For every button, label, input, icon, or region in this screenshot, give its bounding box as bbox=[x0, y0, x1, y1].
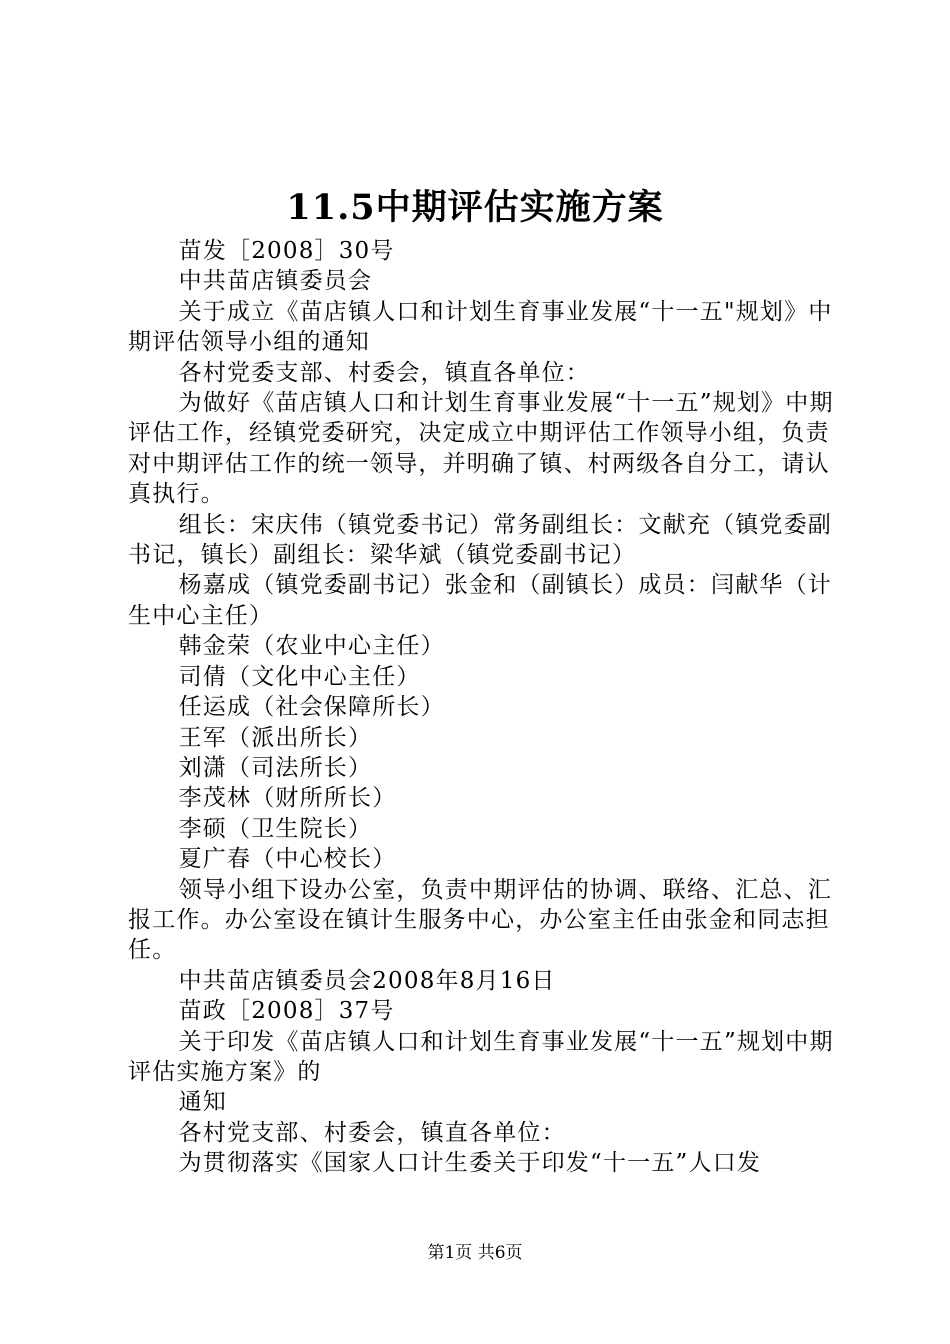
page-number: 第1页 共6页 bbox=[427, 1243, 523, 1263]
recipients-line: 各村党支部、村委会，镇直各单位： bbox=[178, 1119, 566, 1146]
recipients-line: 各村党委支部、村委会，镇直各单位： bbox=[178, 359, 590, 386]
body-paragraph: 为做好《苗店镇人口和计划生育事业发展“十一五”规划》中期评估工作，经镇党委研究，决定成立中期评估工作领导小组，负责对中期评估工作的统一领导，并明确了镇、村两级各自分工，请认真执行。 bbox=[128, 390, 834, 508]
notice-heading: 通知 bbox=[178, 1089, 227, 1116]
doc-number: 苗政［2008］37号 bbox=[178, 998, 395, 1025]
leader-list: 杨嘉成（镇党委副书记）张金和（副镇长）成员：闫献华（计生中心主任） bbox=[128, 572, 832, 629]
doc-number: 苗发［2008］30号 bbox=[178, 238, 395, 264]
body-paragraph: 为贯彻落实《国家人口计生委关于印发“十一五”人口发 bbox=[178, 1150, 762, 1177]
member-item: 李硕（卫生院长） bbox=[178, 815, 373, 842]
notice-heading: 关于成立《苗店镇人口和计划生育事业发展“十一五"规划》中期评估领导小组的通知 bbox=[128, 298, 833, 356]
document-title: 11.5中期评估实施方案 bbox=[286, 187, 664, 228]
member-item: 李茂林（财所所长） bbox=[178, 785, 397, 812]
member-item: 夏广春（中心校长） bbox=[178, 846, 397, 873]
issuer-name: 中共苗店镇委员会 bbox=[178, 268, 373, 295]
notice-heading: 关于印发《苗店镇人口和计划生育事业发展“十一五”规划中期评估实施方案》的 bbox=[128, 1028, 834, 1085]
document-body bbox=[128, 236, 834, 1179]
member-item: 任运成（社会保障所长） bbox=[178, 694, 445, 721]
body-paragraph: 领导小组下设办公室，负责中期评估的协调、联络、汇总、汇报工作。办公室设在镇计生服务中心，办公室主任由张金和同志担任。 bbox=[128, 876, 832, 964]
signature-date: 中共苗店镇委员会2008年8月16日 bbox=[178, 967, 556, 994]
member-item: 韩金荣（农业中心主任） bbox=[178, 633, 445, 660]
member-item: 刘潇（司法所长） bbox=[178, 754, 373, 781]
leader-list: 组长：宋庆伟（镇党委书记）常务副组长：文献充（镇党委副书记，镇长）副组长：梁华斌（镇党委副书记） bbox=[128, 511, 832, 569]
member-item: 司倩（文化中心主任） bbox=[178, 663, 421, 690]
member-item: 王军（派出所长） bbox=[178, 724, 373, 751]
